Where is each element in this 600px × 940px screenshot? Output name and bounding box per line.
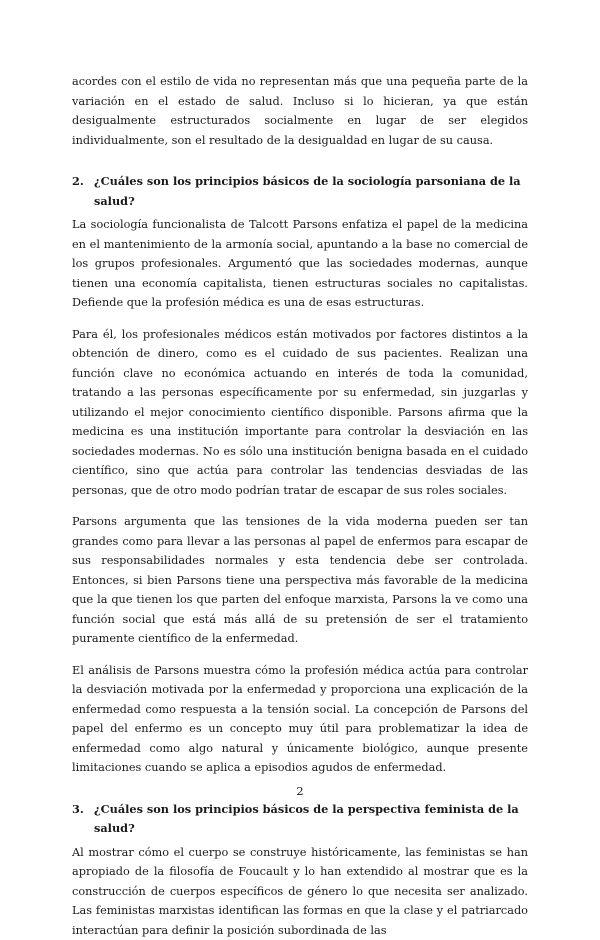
section-3-title: ¿Cuáles son los principios básicos de la perspectiva feminista de la salud? <box>94 800 528 839</box>
section-3-heading <box>72 800 528 839</box>
section-2-title: ¿Cuáles son los principios básicos de la sociología parsoniana de la salud? <box>94 172 528 211</box>
section-2-paragraph-1: La sociología funcionalista de Talcott Parsons enfatiza el papel de la medicina en el mantenimiento de la armonía social, apuntando a la base no comercial de los grupos profesionales. Argumentó que las sociedades modernas, aunque tienen una economía capitalista, tienen estructuras sociales no capitalistas. Defiende que la profesión médica es una de esas estructuras. <box>72 215 528 313</box>
section-2-paragraph-4: El análisis de Parsons muestra cómo la profesión médica actúa para controlar la desviación motivada por la enfermedad y proporciona una explicación de la enfermedad como respuesta a la tensión social. La concepción de Parsons del papel del enfermo es un concepto muy útil para problematizar la idea de enfermedad como algo natural y únicamente biológico, aunque presente limitaciones cuando se aplica a episodios agudos de enfermedad. <box>72 661 528 778</box>
section-2-heading <box>72 172 528 211</box>
section-2-number: 2. <box>72 172 94 211</box>
section-3-paragraph-1: Al mostrar cómo el cuerpo se construye históricamente, las feministas se han apropiado de la filosofía de Foucault y lo han extendido al mostrar que es la construcción de cuerpos específicos de género lo que necesita ser analizado. Las feministas marxistas identifican las formas en que la clase y el patriarcado interactúan para definir la posición subordinada de las <box>72 843 528 940</box>
page-number: 2 <box>0 784 600 800</box>
section-3-number: 3. <box>72 800 94 839</box>
section-2-paragraph-3: Parsons argumenta que las tensiones de la vida moderna pueden ser tan grandes como para llevar a las personas al papel de enfermos para escapar de sus responsabilidades normales y esta tendencia debe ser controlada. Entonces, si bien Parsons tiene una perspectiva más favorable de la medicina que la que tienen los que parten del enfoque marxista, Parsons la ve como una función social que está más allá de su pretensión de ser el tratamiento puramente científico de la enfermedad. <box>72 512 528 649</box>
intro-paragraph: acordes con el estilo de vida no representan más que una pequeña parte de la variación en el estado de salud. Incluso si lo hicieran, ya que están desigualmente estructurados socialmente en lugar de ser elegidos individualmente, son el resultado de la desigualdad en lugar de su causa. <box>72 72 528 150</box>
document-page <box>72 72 528 940</box>
section-2-paragraph-2: Para él, los profesionales médicos están motivados por factores distintos a la obtención de dinero, como es el cuidado de sus pacientes. Realizan una función clave no económica actuando en interés de toda la comunidad, tratando a las personas específicamente por su enfermedad, sin juzgarlas y utilizando el mejor conocimiento científico disponible. Parsons afirma que la medicina es una institución importante para controlar la desviación en las sociedades modernas. No es sólo una institución benigna basada en el cuidado científico, sino que actúa para controlar las tendencias desviadas de las personas, que de otro modo podrían tratar de escapar de sus roles sociales. <box>72 325 528 501</box>
